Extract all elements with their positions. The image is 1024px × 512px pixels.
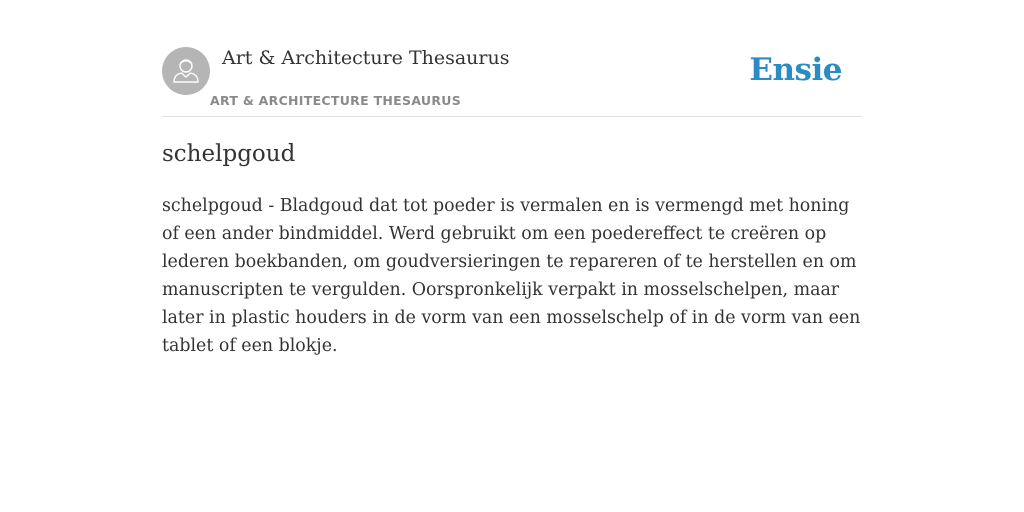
entry-card [162, 0, 862, 356]
source-subtitle[interactable]: ART & ARCHITECTURE THESAURUS [210, 93, 462, 108]
brand-logo[interactable]: Ensie [749, 52, 842, 88]
user-icon [162, 47, 210, 95]
entry-header [162, 0, 862, 117]
avatar[interactable] [162, 47, 210, 95]
entry-term: schelpgoud [162, 141, 296, 167]
entry-definition: schelpgoud - Bladgoud dat tot poeder is vermalen en is vermengd met honing of een ander bindmiddel. Werd gebruikt om een poedereffect te creëren op lederen boekbanden, om goudversieringen te repareren of te herstellen en om manuscripten te vergulden. Oorspronkelijk verpakt in mosselschelpen, maar later in plastic houders in de vorm van een mosselschelp of in de vorm van een tablet of een blokje. [162, 196, 861, 356]
source-title[interactable]: Art & Architecture Thesaurus [222, 47, 510, 69]
